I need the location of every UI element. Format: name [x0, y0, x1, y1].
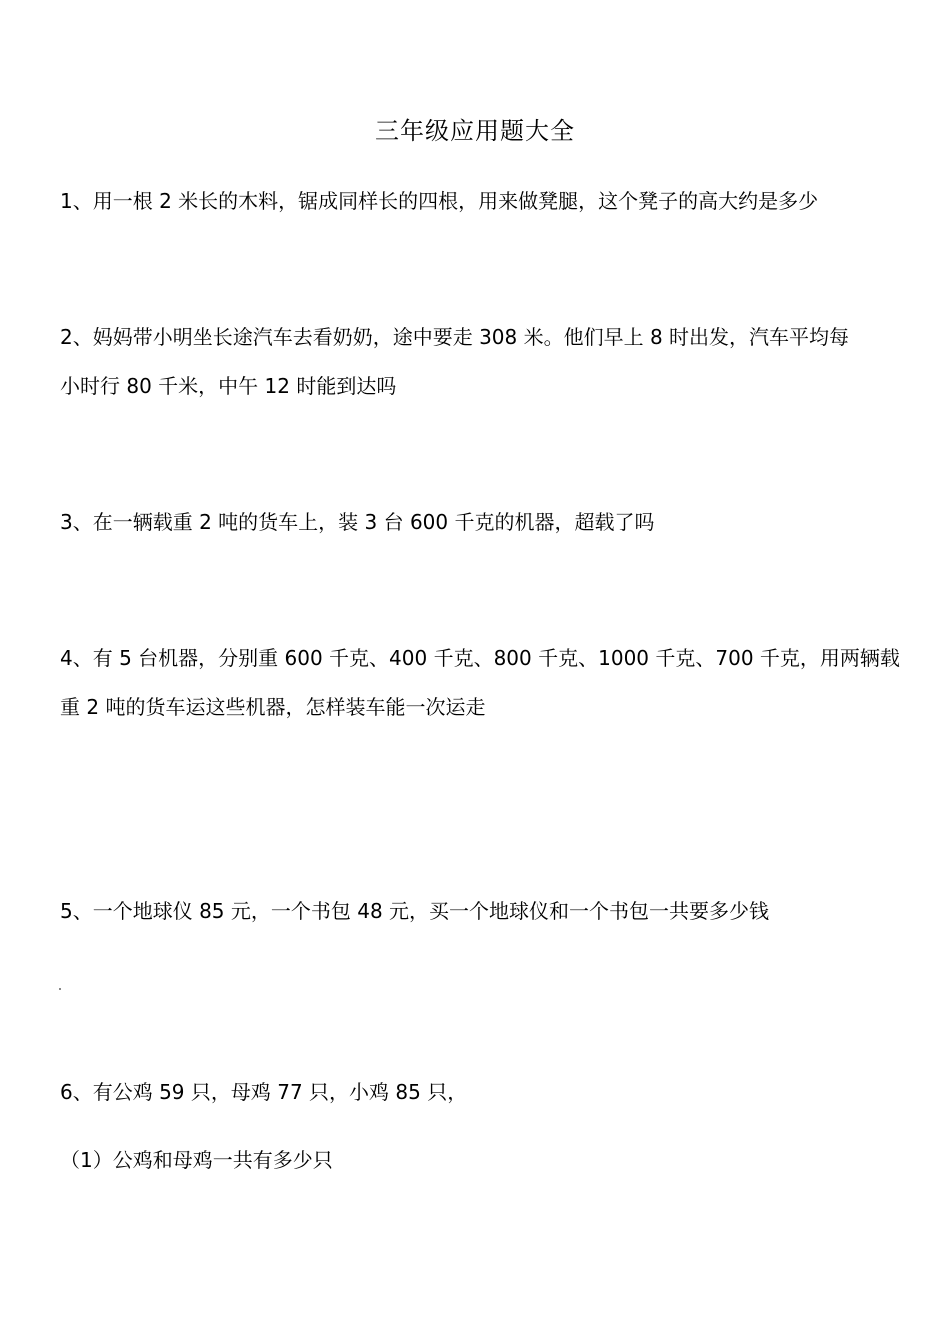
- question-4-line-2: 重 2 吨的货车运这些机器，怎样装车能一次运走: [60, 695, 486, 719]
- question-1-line-1: 1、用一根 2 米长的木料，锯成同样长的四根，用来做凳腿，这个凳子的高大约是多少: [60, 189, 819, 213]
- question-6-line-1: 6、有公鸡 59 只，母鸡 77 只，小鸡 85 只，: [60, 1080, 468, 1104]
- question-6-subquestion-1: （1）公鸡和母鸡一共有多少只: [60, 1148, 333, 1172]
- stray-mark: [59, 988, 61, 990]
- question-3-line-1: 3、在一辆载重 2 吨的货车上，装 3 台 600 千克的机器，超载了吗: [60, 510, 655, 534]
- question-2-line-1: 2、妈妈带小明坐长途汽车去看奶奶，途中要走 308 米。他们早上 8 时出发，汽车平均每: [60, 325, 850, 349]
- question-2-line-2: 小时行 80 千米，中午 12 时能到达吗: [60, 374, 397, 398]
- question-4-line-1: 4、有 5 台机器，分别重 600 千克、400 千克、800 千克、1000 千克、700 千克，用两辆载: [60, 646, 900, 670]
- question-5-line-1: 5、一个地球仪 85 元，一个书包 48 元，买一个地球仪和一个书包一共要多少钱: [60, 899, 770, 923]
- document-title: 三年级应用题大全: [375, 117, 575, 145]
